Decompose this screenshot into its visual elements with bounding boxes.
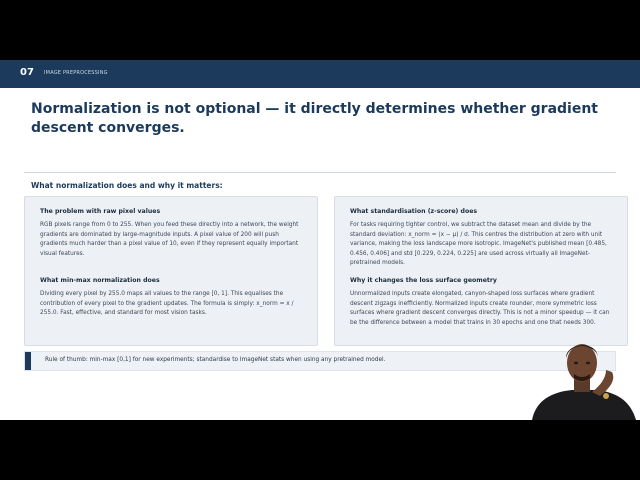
- standardisation-heading: What standardisation (z-score) does: [350, 208, 478, 215]
- slide-number: 07: [20, 67, 34, 78]
- section-subheading: What normalization does and why it matters:: [31, 181, 223, 190]
- loss-surface-heading: Why it changes the loss surface geometry: [350, 277, 497, 284]
- presenter-webcam-person: [526, 336, 640, 420]
- standardisation-body: For tasks requiring tighter control, we subtract the dataset mean and divide by the standard deviation: x_norm = (x − μ) / σ. This centres the distribution at zero with unit variance, making the loss landscape more isotropic. ImageNet's published mean [0.485, 0.456, 0.406] and std [0.229, 0.224, 0.225] are used across virtually all ImageNet-pretrained models.: [350, 222, 607, 267]
- slide: [0, 60, 640, 420]
- min-max-heading: What min-max normalization does: [40, 277, 160, 284]
- rule-of-thumb-text: Rule of thumb: min-max [0,1] for new experiments; standardise to ImageNet stats when using any pretrained model.: [45, 357, 386, 363]
- section-label: IMAGE PREPROCESSING: [44, 70, 108, 76]
- raw-pixels-body: RGB pixels range from 0 to 255. When you feed these directly into a network, the weight gradients are dominated by large-magnitude inputs. A pixel value of 200 will push gradients much harder than a pixel value of 10, even if they represent equally important visual features.: [40, 222, 299, 257]
- min-max-body: Dividing every pixel by 255.0 maps all values to the range [0, 1]. This equalises the contribution of every pixel to the gradient updates. The formula is simply: x_norm = x / 255.0. Fast, effective, and standard for most vision tasks.: [40, 291, 294, 317]
- divider: [24, 172, 616, 173]
- right-card: [334, 196, 628, 346]
- callout-accent-bar: [25, 352, 31, 370]
- header-bar: [0, 60, 640, 88]
- raw-pixels-heading: The problem with raw pixel values: [40, 208, 161, 215]
- left-card: [24, 196, 318, 346]
- loss-surface-body: Unnormalized inputs create elongated, canyon-shaped loss surfaces where gradient descent zigzags inefficiently. Normalized inputs create rounder, more symmetric loss surfaces where gradient descent converges directly. This is not a minor speedup — it can be the difference between a model that trains in 30 epochs and one that needs 300.: [350, 291, 610, 326]
- slide-title: Normalization is not optional — it directly determines whether gradient descent converges.: [31, 101, 598, 136]
